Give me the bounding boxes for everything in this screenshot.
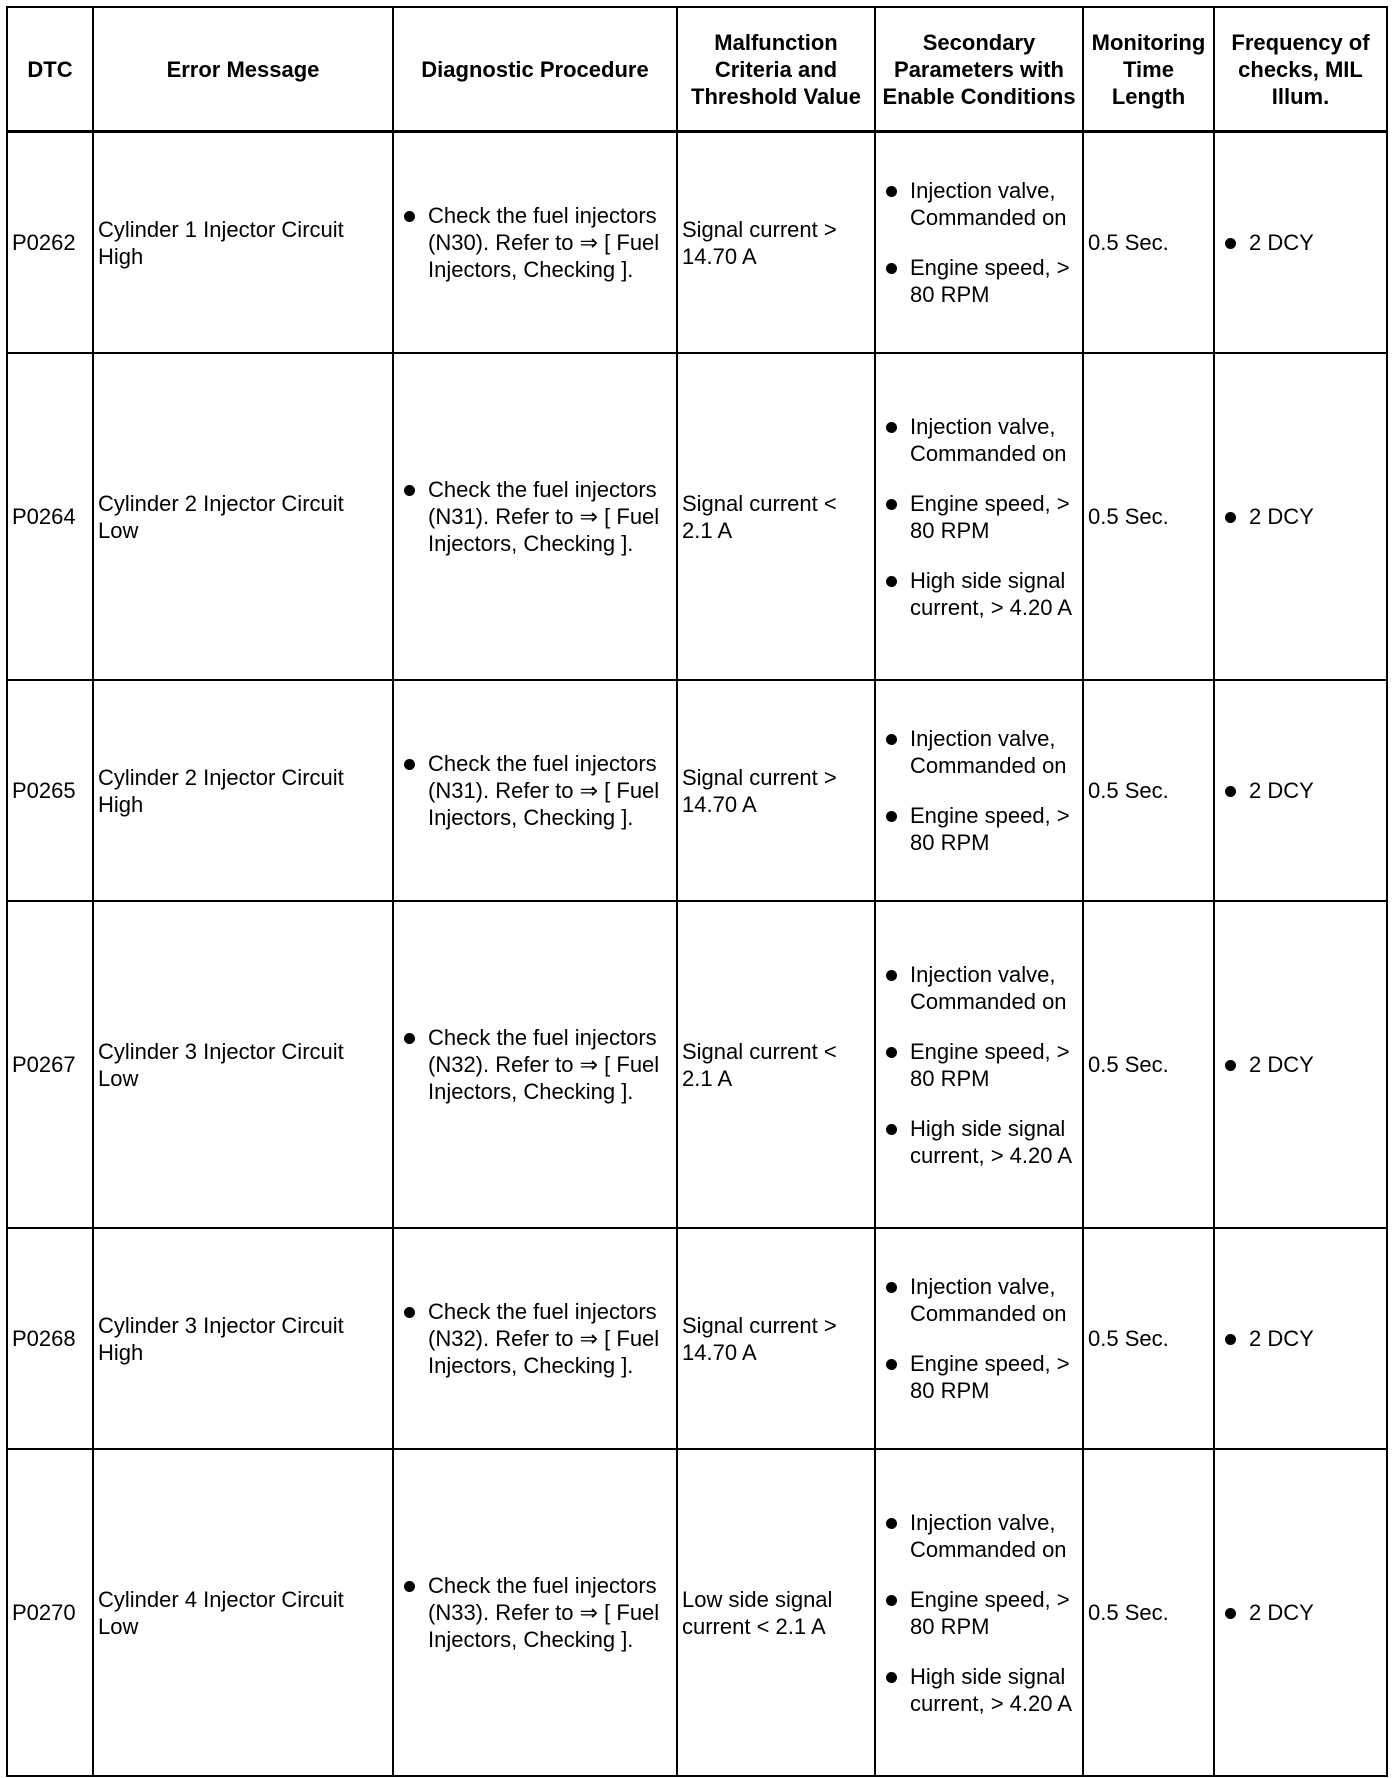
frequency-item: 2 DCY	[1219, 503, 1382, 530]
frequency-list	[1219, 503, 1382, 530]
error-message-cell: Cylinder 2 Injector Circuit High	[93, 680, 393, 901]
secondary-parameter-item: High side signal current, > 4.20 A	[880, 567, 1078, 621]
monitoring-time-cell: 0.5 Sec.	[1083, 132, 1214, 354]
error-message-cell: Cylinder 2 Injector Circuit Low	[93, 353, 393, 680]
malfunction-criteria-cell: Signal current > 14.70 A	[677, 132, 875, 354]
table-row	[7, 1228, 1387, 1449]
secondary-parameter-item: Injection valve, Commanded on	[880, 1509, 1078, 1563]
secondary-parameters-list	[880, 177, 1078, 308]
secondary-parameter-item: Injection valve, Commanded on	[880, 725, 1078, 779]
header-row	[7, 7, 1387, 132]
secondary-parameters-list	[880, 413, 1078, 621]
secondary-parameter-item: Injection valve, Commanded on	[880, 413, 1078, 467]
diagnostic-procedure-list	[398, 1298, 672, 1379]
error-message-cell: Cylinder 4 Injector Circuit Low	[93, 1449, 393, 1776]
frequency-item: 2 DCY	[1219, 1599, 1382, 1626]
frequency-item: 2 DCY	[1219, 1325, 1382, 1352]
dtc-table-body	[7, 132, 1387, 1777]
header-error-message: Error Message	[93, 7, 393, 132]
diagnostic-procedure-cell	[393, 132, 677, 354]
secondary-parameter-item: Engine speed, > 80 RPM	[880, 802, 1078, 856]
diagnostic-procedure-item: Check the fuel injectors (N31). Refer to ⇒ [ Fuel Injectors, Checking ].	[398, 750, 672, 831]
diagnostic-procedure-cell	[393, 680, 677, 901]
monitoring-time-cell: 0.5 Sec.	[1083, 1228, 1214, 1449]
secondary-parameter-item: Engine speed, > 80 RPM	[880, 1038, 1078, 1092]
frequency-list	[1219, 1051, 1382, 1078]
diagnostic-procedure-list	[398, 202, 672, 283]
frequency-cell	[1214, 1449, 1387, 1776]
frequency-list	[1219, 777, 1382, 804]
table-row	[7, 680, 1387, 901]
table-row	[7, 901, 1387, 1228]
dtc-code-cell: P0270	[7, 1449, 93, 1776]
secondary-parameters-cell	[875, 1228, 1083, 1449]
dtc-code-cell: P0267	[7, 901, 93, 1228]
diagnostic-procedure-cell	[393, 1449, 677, 1776]
frequency-item: 2 DCY	[1219, 229, 1382, 256]
malfunction-criteria-cell: Signal current < 2.1 A	[677, 353, 875, 680]
header-monitoring-time: Monitoring Time Length	[1083, 7, 1214, 132]
malfunction-criteria-cell: Signal current > 14.70 A	[677, 680, 875, 901]
frequency-cell	[1214, 132, 1387, 354]
diagnostic-procedure-cell	[393, 353, 677, 680]
secondary-parameter-item: Engine speed, > 80 RPM	[880, 254, 1078, 308]
malfunction-criteria-cell: Signal current < 2.1 A	[677, 901, 875, 1228]
frequency-cell	[1214, 901, 1387, 1228]
secondary-parameter-item: Injection valve, Commanded on	[880, 961, 1078, 1015]
dtc-sheet	[6, 6, 1386, 1771]
diagnostic-procedure-cell	[393, 1228, 677, 1449]
monitoring-time-cell: 0.5 Sec.	[1083, 680, 1214, 901]
secondary-parameters-cell	[875, 680, 1083, 901]
secondary-parameter-item: High side signal current, > 4.20 A	[880, 1663, 1078, 1717]
table-row	[7, 1449, 1387, 1776]
frequency-item: 2 DCY	[1219, 1051, 1382, 1078]
secondary-parameters-cell	[875, 1449, 1083, 1776]
frequency-cell	[1214, 353, 1387, 680]
frequency-list	[1219, 229, 1382, 256]
error-message-cell: Cylinder 1 Injector Circuit High	[93, 132, 393, 354]
table-row	[7, 353, 1387, 680]
secondary-parameter-item: High side signal current, > 4.20 A	[880, 1115, 1078, 1169]
dtc-code-cell: P0262	[7, 132, 93, 354]
frequency-cell	[1214, 680, 1387, 901]
diagnostic-procedure-list	[398, 1572, 672, 1653]
diagnostic-procedure-list	[398, 1024, 672, 1105]
malfunction-criteria-cell: Low side signal current < 2.1 A	[677, 1449, 875, 1776]
monitoring-time-cell: 0.5 Sec.	[1083, 901, 1214, 1228]
error-message-cell: Cylinder 3 Injector Circuit High	[93, 1228, 393, 1449]
header-frequency: Frequency of checks, MIL Illum.	[1214, 7, 1387, 132]
frequency-list	[1219, 1599, 1382, 1626]
frequency-item: 2 DCY	[1219, 777, 1382, 804]
frequency-cell	[1214, 1228, 1387, 1449]
diagnostic-procedure-item: Check the fuel injectors (N32). Refer to ⇒ [ Fuel Injectors, Checking ].	[398, 1024, 672, 1105]
diagnostic-procedure-list	[398, 750, 672, 831]
secondary-parameter-item: Engine speed, > 80 RPM	[880, 490, 1078, 544]
dtc-table	[6, 6, 1388, 1777]
secondary-parameters-cell	[875, 901, 1083, 1228]
error-message-cell: Cylinder 3 Injector Circuit Low	[93, 901, 393, 1228]
secondary-parameter-item: Engine speed, > 80 RPM	[880, 1586, 1078, 1640]
secondary-parameters-list	[880, 1509, 1078, 1717]
diagnostic-procedure-item: Check the fuel injectors (N30). Refer to ⇒ [ Fuel Injectors, Checking ].	[398, 202, 672, 283]
header-dtc: DTC	[7, 7, 93, 132]
monitoring-time-cell: 0.5 Sec.	[1083, 1449, 1214, 1776]
diagnostic-procedure-item: Check the fuel injectors (N31). Refer to ⇒ [ Fuel Injectors, Checking ].	[398, 476, 672, 557]
header-malfunction-criteria: Malfunction Criteria and Threshold Value	[677, 7, 875, 132]
frequency-list	[1219, 1325, 1382, 1352]
dtc-code-cell: P0265	[7, 680, 93, 901]
header-secondary-parameters: Secondary Parameters with Enable Conditions	[875, 7, 1083, 132]
diagnostic-procedure-cell	[393, 901, 677, 1228]
dtc-code-cell: P0264	[7, 353, 93, 680]
secondary-parameter-item: Injection valve, Commanded on	[880, 177, 1078, 231]
dtc-code-cell: P0268	[7, 1228, 93, 1449]
monitoring-time-cell: 0.5 Sec.	[1083, 353, 1214, 680]
secondary-parameters-list	[880, 1273, 1078, 1404]
secondary-parameter-item: Engine speed, > 80 RPM	[880, 1350, 1078, 1404]
secondary-parameters-list	[880, 961, 1078, 1169]
secondary-parameters-list	[880, 725, 1078, 856]
secondary-parameters-cell	[875, 132, 1083, 354]
diagnostic-procedure-item: Check the fuel injectors (N33). Refer to ⇒ [ Fuel Injectors, Checking ].	[398, 1572, 672, 1653]
malfunction-criteria-cell: Signal current > 14.70 A	[677, 1228, 875, 1449]
table-row	[7, 132, 1387, 354]
secondary-parameters-cell	[875, 353, 1083, 680]
secondary-parameter-item: Injection valve, Commanded on	[880, 1273, 1078, 1327]
diagnostic-procedure-item: Check the fuel injectors (N32). Refer to ⇒ [ Fuel Injectors, Checking ].	[398, 1298, 672, 1379]
diagnostic-procedure-list	[398, 476, 672, 557]
header-diagnostic-procedure: Diagnostic Procedure	[393, 7, 677, 132]
